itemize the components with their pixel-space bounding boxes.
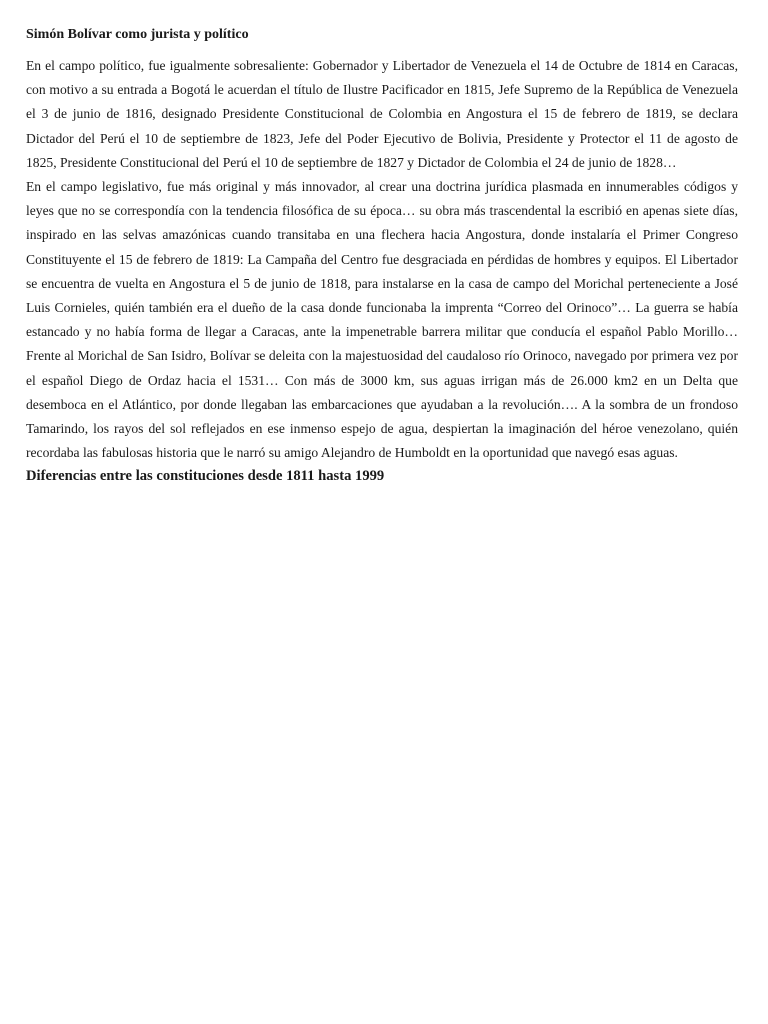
section-heading: Simón Bolívar como jurista y político xyxy=(26,27,249,42)
section-subheading: Diferencias entre las constituciones desde 1811 hasta 1999 xyxy=(26,468,385,485)
paragraph-political: En el campo político, fue igualmente sobresaliente: Gobernador y Libertador de Venezuela el 14 de Octubre de 1814 en Caracas, con motivo a su entrada a Bogotá le acuerdan el título de Ilustre Pacificador en 1815, Jefe Supremo de la República de Venezuela el 3 de junio de 1816, designado Presidente Constitucional de Colombia en Angostura el 15 de febrero de 1819, se declara Dictador del Perú el 10 de septiembre de 1823, Jefe del Poder Ejecutivo de Bolivia, Presidente y Protector el 11 de agosto de 1825, Presidente Constitucional del Perú el 10 de septiembre de 1827 y Dictador de Colombia el 24 de junio de 1828… xyxy=(26,58,738,170)
document-page xyxy=(26,24,738,487)
paragraph-legislative: En el campo legislativo, fue más original y más innovador, al crear una doctrina jurídica plasmada en innumerables códigos y leyes que no se correspondía con la tendencia filosófica de su época… su obra más trascendental la escribió en apenas siete días, inspirado en las selvas amazónicas cuando transitaba en una flechera hacia Angostura, donde instalaría el Primer Congreso Constituyente el 15 de febrero de 1819: La Campaña del Centro fue desgraciada en pérdidas de hombres y equipos. El Libertador se encuentra de vuelta en Angostura el 5 de junio de 1818, para instalarse en la casa de campo del Morichal perteneciente a José Luis Cornieles, quién también era el dueño de la casa donde funcionaba la imprenta “Correo del Orinoco”… La guerra se había estancado y no había forma de llegar a Caracas, ante la impenetrable barrera militar que conducía el español Pablo Morillo… Frente al Morichal de San Isidro, Bolívar se deleita con la majestuosidad del caudaloso río Orinoco, navegado por primera vez por el español Diego de Ordaz hacia el 1531… Con más de 3000 km, sus aguas irrigan más de 26.000 km2 en un Delta que desemboca en el Atlántico, por donde llegaban las embarcaciones que ayudaban a la revolución…. A la sombra de un frondoso Tamarindo, los rayos del sol reflejados en ese inmenso espejo de agua, despiertan la imaginación del héroe venezolano, quién recordaba las fabulosas historia que le narró su amigo Alejandro de Humboldt en la oportunidad que navegó esas aguas. xyxy=(26,179,738,461)
